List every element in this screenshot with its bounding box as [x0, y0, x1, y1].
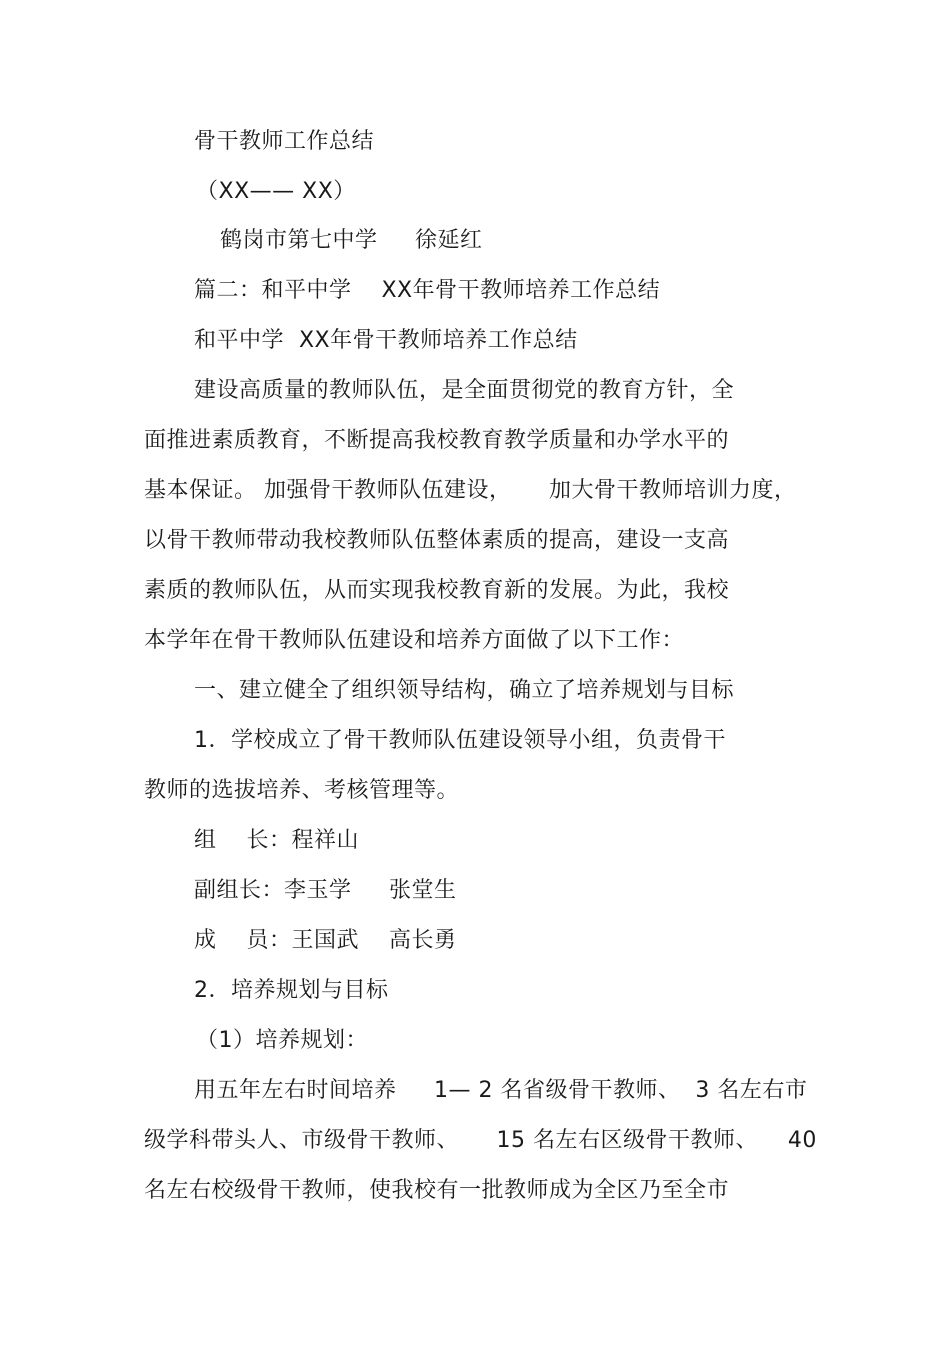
paragraph-line: 名左右校级骨干教师，使我校有一批教师成为全区乃至全市 — [144, 1178, 730, 1203]
section-title: 和平中学 XX年骨干教师培养工作总结 — [194, 328, 578, 353]
paragraph-line: 本学年在骨干教师队伍建设和培养方面做了以下工作： — [144, 628, 685, 653]
paragraph-line: 面推进素质教育，不断提高我校教育教学质量和办学水平的 — [144, 428, 730, 453]
author-line: 鹤岗市第七中学 徐延红 — [220, 228, 483, 253]
deputy-leader-line: 副组长：李玉学 张堂生 — [194, 878, 457, 903]
paragraph-line: 级学科带头人、市级骨干教师、 15 名左右区级骨干教师、 40 — [144, 1128, 817, 1153]
list-item-continuation: 教师的选拔培养、考核管理等。 — [144, 778, 460, 803]
paragraph-line: 基本保证。 加强骨干教师队伍建设， 加大骨干教师培训力度， — [144, 478, 797, 503]
leader-line: 组 长：程祥山 — [194, 828, 359, 853]
date-range: （XX—— XX） — [196, 179, 356, 204]
document-title: 骨干教师工作总结 — [194, 129, 375, 154]
sub-item: （1）培养规划： — [196, 1028, 368, 1053]
paragraph-line: 素质的教师队伍，从而实现我校教育新的发展。为此，我校 — [144, 578, 730, 603]
members-line: 成 员：王国武 高长勇 — [194, 928, 457, 953]
chapter-heading: 篇二：和平中学 XX年骨干教师培养工作总结 — [194, 278, 661, 303]
heading-item: 一、建立健全了组织领导结构，确立了培养规划与目标 — [194, 678, 735, 703]
paragraph-line: 以骨干教师带动我校教师队伍整体素质的提高，建设一支高 — [144, 528, 730, 553]
list-item: 2．培养规划与目标 — [194, 978, 389, 1003]
paragraph-line: 用五年左右时间培养 1— 2 名省级骨干教师、 3 名左右市 — [194, 1078, 808, 1103]
list-item: 1．学校成立了骨干教师队伍建设领导小组，负责骨干 — [194, 728, 726, 753]
paragraph-line: 建设高质量的教师队伍，是全面贯彻党的教育方针，全 — [194, 378, 735, 403]
